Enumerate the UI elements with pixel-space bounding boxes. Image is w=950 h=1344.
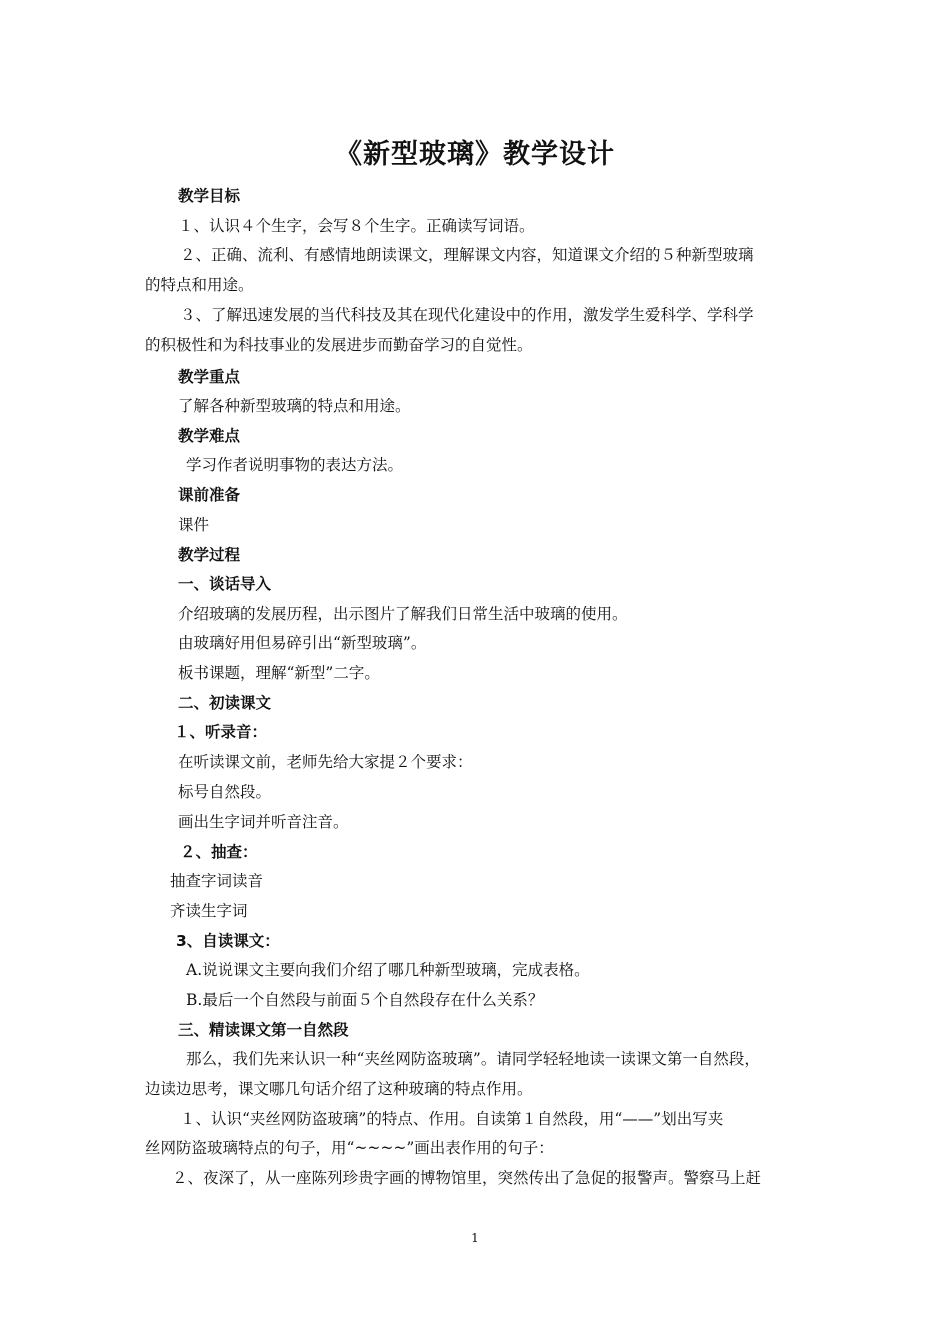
preparation-text: 课件 [178, 516, 210, 534]
section-3-item-1: １、认识“夹丝网防盗玻璃”的特点、作用。自读第１自然段，用“——”划出写夹 [180, 1110, 724, 1128]
heading-difficulties: 教学难点 [178, 427, 241, 445]
goal-3-cont: 的积极性和为科技事业的发展进步而勤奋学习的自觉性。 [145, 336, 533, 354]
section-1-line-2: 由玻璃好用但易碎引出“新型玻璃”。 [178, 634, 427, 652]
section-3-heading: 三、精读课文第一自然段 [178, 1021, 349, 1039]
section-3-item-1-cont: 丝网防盗玻璃特点的句子，用“~~~~”画出表作用的句子： [145, 1139, 554, 1157]
step-1-heading: １、听录音： [174, 723, 268, 741]
step-1-line-2: 标号自然段。 [178, 783, 272, 801]
goal-1: １、认识４个生字，会写８个生字。正确读写词语。 [178, 217, 535, 235]
section-3-para-1: 那么，我们先来认识一种“夹丝网防盗玻璃”。请同学轻轻地读一读课文第一自然段， [186, 1050, 760, 1068]
page-number: 1 [471, 1231, 479, 1245]
heading-key-points: 教学重点 [178, 368, 241, 386]
step-3-item-b: B.最后一个自然段与前面５个自然段存在什么关系？ [186, 991, 544, 1009]
heading-preparation: 课前准备 [178, 486, 241, 504]
difficulties-text: 学习作者说明事物的表达方法。 [186, 456, 404, 474]
section-1-line-1: 介绍玻璃的发展历程，出示图片了解我们日常生活中玻璃的使用。 [178, 605, 628, 623]
key-points-text: 了解各种新型玻璃的特点和用途。 [178, 397, 411, 415]
step-2-line-1: 抽查字词读音 [170, 872, 264, 890]
step-3-item-a: A.说说课文主要向我们介绍了哪几种新型玻璃，完成表格。 [186, 961, 590, 979]
goal-2-cont: 的特点和用途。 [145, 276, 254, 294]
step-2-heading: ２、抽查： [180, 843, 258, 861]
goal-2: ２、正确、流利、有感情地朗读课文，理解课文内容，知道课文介绍的５种新型玻璃 [180, 246, 754, 264]
section-1-heading: 一、谈话导入 [178, 575, 272, 593]
document-title: 《新型玻璃》教学设计 [335, 139, 615, 170]
heading-teaching-goals: 教学目标 [178, 187, 241, 205]
step-1-line-3: 画出生字词并听音注音。 [178, 813, 349, 831]
step-1-line-1: 在听读课文前，老师先给大家提２个要求： [178, 753, 473, 771]
section-1-line-3: 板书课题，理解“新型”二字。 [178, 664, 380, 682]
heading-process: 教学过程 [178, 546, 241, 564]
step-3-heading: 3、自读课文： [176, 932, 280, 950]
step-2-line-2: 齐读生字词 [170, 902, 248, 920]
goal-3: ３、了解迅速发展的当代科技及其在现代化建设中的作用，激发学生爱科学、学科学 [180, 306, 754, 324]
section-3-para-1-cont: 边读边思考，课文哪几句话介绍了这种玻璃的特点作用。 [145, 1080, 533, 1098]
section-3-item-2: ２、夜深了，从一座陈列珍贵字画的博物馆里，突然传出了急促的报警声。警察马上赶 [172, 1169, 762, 1187]
section-2-heading: 二、初读课文 [178, 694, 272, 712]
